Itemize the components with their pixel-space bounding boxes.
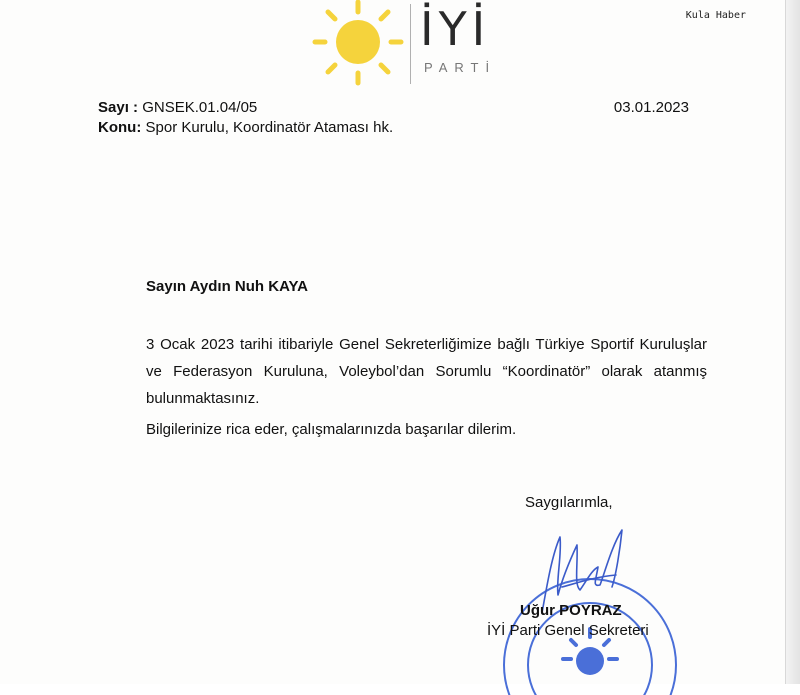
salutation: Sayın Aydın Nuh KAYA	[146, 278, 308, 295]
brand-word: İYİ	[420, 2, 491, 56]
reference-line	[98, 99, 257, 116]
watermark: Kula Haber	[685, 10, 746, 21]
sun-icon	[312, 0, 404, 90]
party-logo	[312, 0, 497, 90]
paragraph-2: Bilgilerinize rica eder, çalışmalarınızda başarılar dilerim.	[146, 421, 517, 438]
signer-name: Uğur POYRAZ	[520, 602, 622, 619]
konu-label: Konu:	[98, 119, 142, 136]
signer-title: İYİ Parti Genel Sekreteri	[487, 622, 649, 639]
subject-line	[98, 119, 393, 136]
sayi-label: Sayı :	[98, 99, 139, 116]
sayi-value: GNSEK.01.04/05	[142, 99, 258, 116]
logo-divider	[410, 4, 411, 84]
brand-subtitle: PARTİ	[424, 60, 497, 75]
closing: Saygılarımla,	[525, 494, 613, 511]
paragraph-1: 3 Ocak 2023 tarihi itibariyle Genel Sekreterliğimize bağlı Türkiye Sportif Kuruluşlar ve Federasyon Kuruluna, Voleybol’dan Sorumlu “Koordinatör” olarak atanmış bulunmaktasınız.	[146, 336, 707, 407]
letter-body	[146, 331, 707, 443]
letter-date: 03.01.2023	[613, 99, 689, 116]
page-edge	[785, 0, 800, 684]
konu-value: Spor Kurulu, Koordinatör Ataması hk.	[145, 119, 394, 136]
